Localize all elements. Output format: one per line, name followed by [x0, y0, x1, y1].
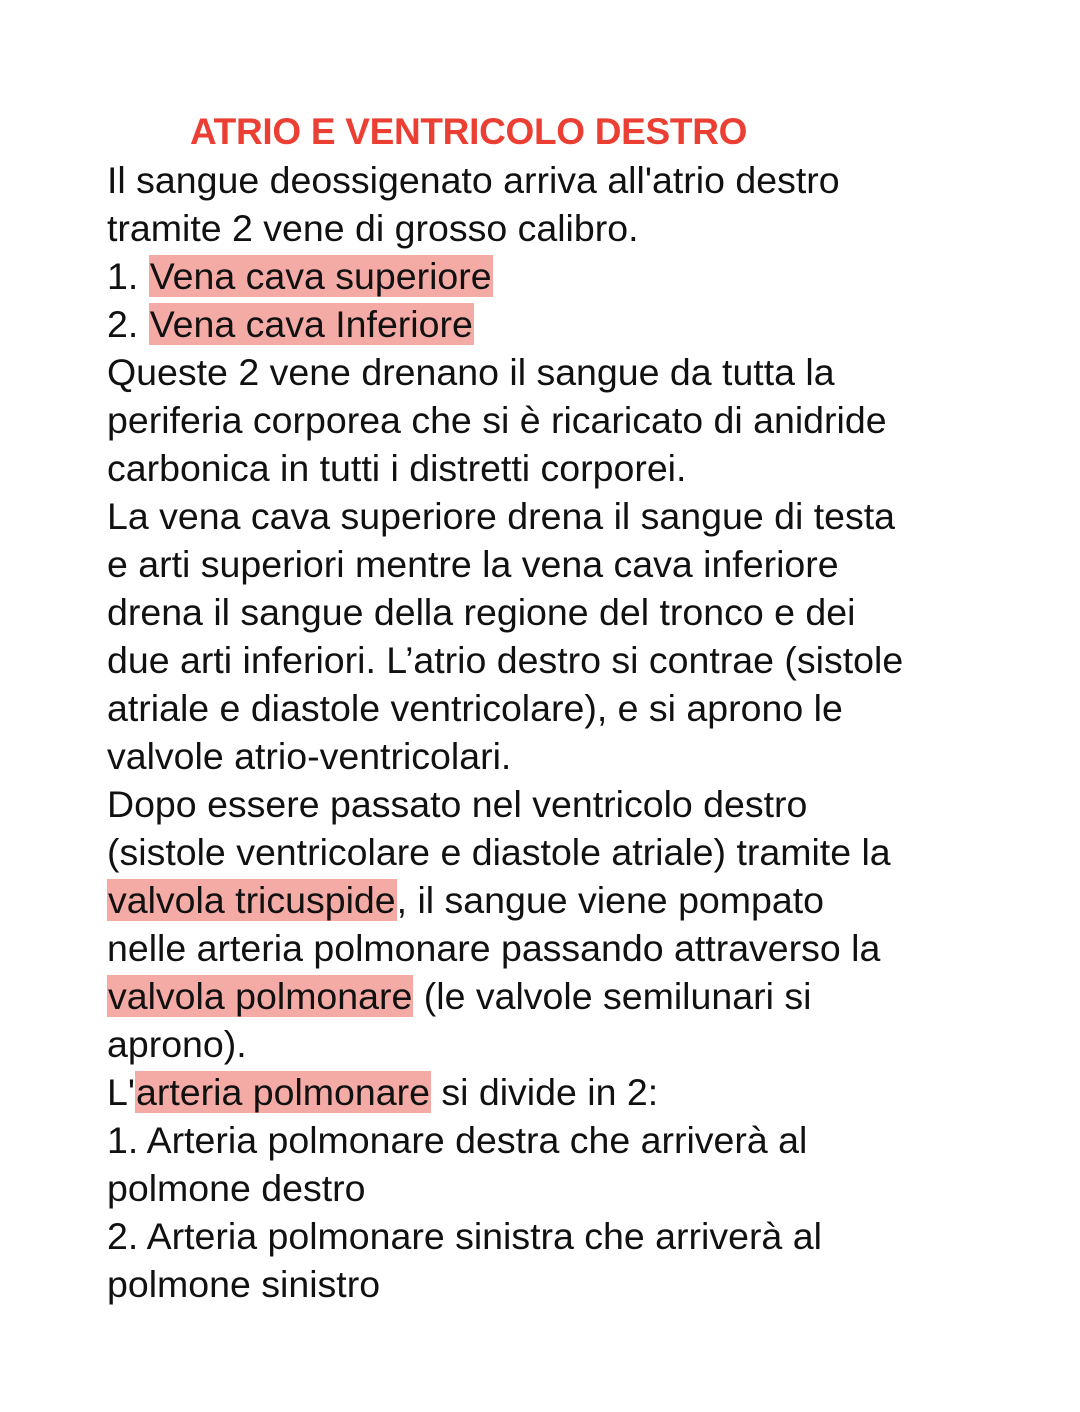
- text-line: [107, 300, 1047, 348]
- text-line: [107, 1068, 1047, 1116]
- text-line: [107, 924, 1047, 972]
- text-line: [107, 732, 1047, 780]
- text-segment: polmone destro: [107, 1167, 366, 1209]
- text-line: [107, 492, 1047, 540]
- text-line: [107, 828, 1047, 876]
- text-segment: e arti superiori mentre la vena cava inferiore: [107, 543, 839, 585]
- text-line: [107, 780, 1047, 828]
- text-line: [107, 588, 1047, 636]
- document-title: ATRIO E VENTRICOLO DESTRO: [190, 111, 748, 152]
- document-body: [107, 156, 1047, 1308]
- text-segment: 2.: [107, 303, 149, 345]
- text-line: [107, 444, 1047, 492]
- text-line: [107, 972, 1047, 1020]
- text-line: [107, 396, 1047, 444]
- text-line: [107, 1116, 1047, 1164]
- text-line: [107, 1212, 1047, 1260]
- text-line: [107, 252, 1047, 300]
- text-line: [107, 540, 1047, 588]
- text-segment: periferia corporea che si è ricaricato di anidride: [107, 399, 887, 441]
- text-segment: Queste 2 vene drenano il sangue da tutta la: [107, 351, 835, 393]
- text-segment: valvole atrio-ventricolari.: [107, 735, 512, 777]
- text-segment: 1. Arteria polmonare destra che arriverà al: [107, 1119, 808, 1161]
- text-line: [107, 1260, 1047, 1308]
- text-segment: La vena cava superiore drena il sangue di testa: [107, 495, 896, 537]
- highlighted-term: valvola tricuspide: [108, 879, 396, 921]
- text-segment: si divide in 2:: [430, 1071, 659, 1113]
- text-segment: 2. Arteria polmonare sinistra che arriverà al: [107, 1215, 822, 1257]
- text-line: [107, 636, 1047, 684]
- text-line: [107, 1164, 1047, 1212]
- text-segment: due arti inferiori. L’atrio destro si contrae (sistole: [107, 639, 904, 681]
- text-line: [107, 1020, 1047, 1068]
- highlighted-term: valvola polmonare: [108, 975, 413, 1017]
- text-segment: (sistole ventricolare e diastole atriale) tramite la: [107, 831, 891, 873]
- text-line: [107, 204, 1047, 252]
- text-segment: Il sangue deossigenato arriva all'atrio destro: [107, 159, 840, 201]
- text-segment: (le valvole semilunari si: [413, 975, 812, 1017]
- document-page: [107, 108, 1047, 1308]
- highlighted-term: arteria polmonare: [136, 1071, 430, 1113]
- text-segment: 1.: [107, 255, 149, 297]
- text-segment: aprono).: [107, 1023, 247, 1065]
- text-line: [107, 156, 1047, 204]
- text-segment: tramite 2 vene di grosso calibro.: [107, 207, 639, 249]
- text-line: [107, 348, 1047, 396]
- text-segment: polmone sinistro: [107, 1263, 381, 1305]
- text-line: [107, 876, 1047, 924]
- highlighted-term: Vena cava superiore: [149, 255, 492, 297]
- text-segment: Dopo essere passato nel ventricolo destro: [107, 783, 808, 825]
- text-segment: atriale e diastole ventricolare), e si aprono le: [107, 687, 843, 729]
- text-segment: , il sangue viene pompato: [396, 879, 825, 921]
- text-segment: nelle arteria polmonare passando attraverso la: [107, 927, 881, 969]
- text-segment: L': [107, 1071, 136, 1113]
- highlighted-term: Vena cava Inferiore: [149, 303, 473, 345]
- text-segment: drena il sangue della regione del tronco e dei: [107, 591, 856, 633]
- text-segment: carbonica in tutti i distretti corporei.: [107, 447, 687, 489]
- text-line: [107, 684, 1047, 732]
